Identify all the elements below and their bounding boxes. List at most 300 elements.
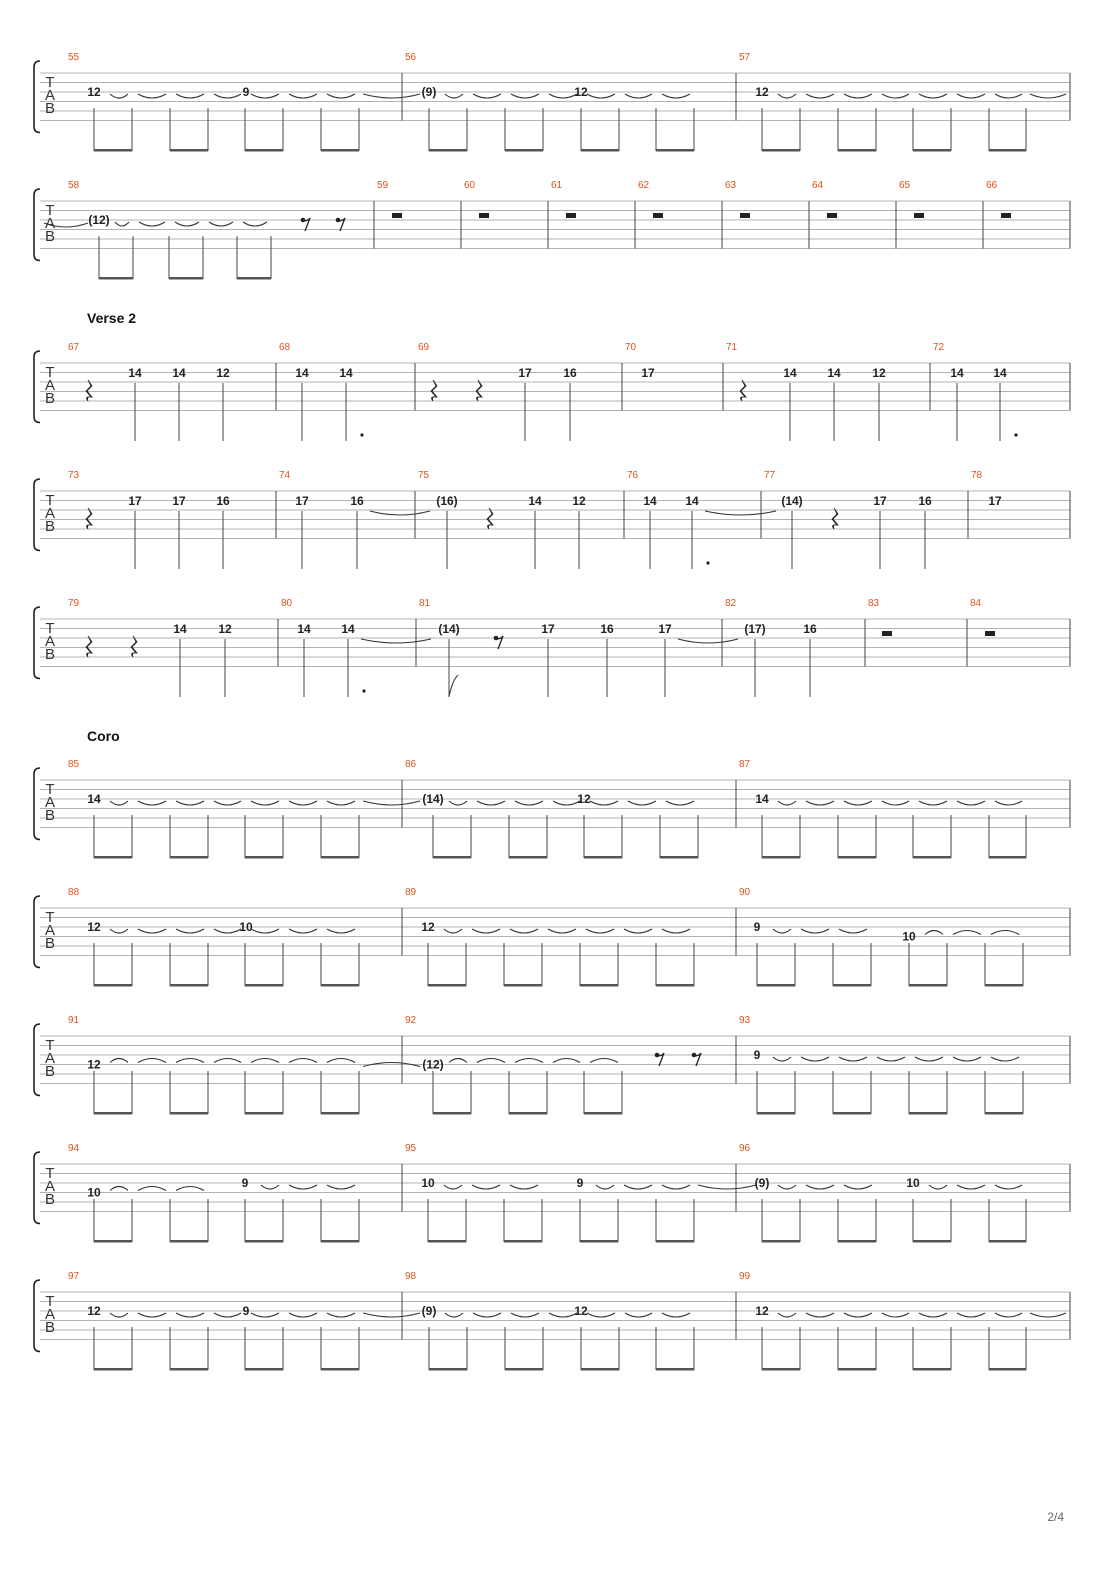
tie [953,1057,981,1061]
tie [1030,94,1066,98]
fret-number: 17 [541,622,555,636]
beam [170,1112,208,1115]
whole-rest [882,631,892,636]
tab-clef-letter: A [44,377,56,394]
tie [214,94,241,98]
fret-number: 14 [783,366,797,380]
system-bracket [34,189,40,261]
fret-number: (14) [438,622,460,636]
beam [581,149,619,152]
fret-number: 10 [87,1185,101,1200]
beam [757,1112,795,1115]
beam [833,1112,871,1115]
beam [580,984,618,987]
tie [705,511,776,515]
beam [170,1240,208,1243]
tie [662,929,690,933]
tie [115,222,129,226]
tie [662,94,690,98]
tie [839,929,867,933]
tie [110,1313,128,1317]
tie [844,94,872,98]
measure-number: 83 [868,598,880,609]
beam [94,856,132,859]
whole-rest [740,213,750,218]
beam [584,856,622,859]
tab-clef-letter: B [44,935,56,952]
quarter-rest [431,380,437,401]
tie [289,1313,317,1317]
tie [449,1059,467,1063]
tie [844,1185,872,1189]
system-bracket [34,479,40,551]
tab-clef-letter: T [45,74,55,91]
fret-number: (16) [436,494,458,508]
fret-number: 9 [241,1176,249,1190]
fret-number: (9) [754,1176,770,1190]
tie [778,801,796,805]
measure-number: 69 [418,342,430,353]
fret-number: 17 [873,494,887,508]
fret-number: 12 [755,1304,769,1318]
tie [138,1313,166,1317]
tie [477,1059,505,1063]
measure-number: 86 [405,759,417,770]
fret-number: 10 [902,929,916,944]
tie [243,222,267,226]
tie [361,639,431,643]
tab-clef-letter: T [45,364,55,381]
tie [625,94,652,98]
beam [985,1112,1023,1115]
measure-number: 72 [933,342,945,353]
tie [590,1059,618,1063]
tie [844,801,872,805]
beam [580,1240,618,1243]
tie [176,94,204,98]
tie [624,929,652,933]
beam [429,1368,467,1371]
tie [139,222,165,226]
measure-number: 92 [405,1015,417,1026]
measure-number: 97 [68,1271,80,1282]
beam [656,1240,694,1243]
fret-number: 9 [576,1176,584,1190]
beam [985,984,1023,987]
measure-number: 65 [899,180,911,191]
tie [929,1185,947,1189]
measure-number: 81 [419,598,431,609]
tie [957,1313,985,1317]
fret-number: 9 [753,920,761,934]
tab-clef-letter: A [44,1050,56,1067]
fret-number: (9) [421,85,437,99]
fret-number: 10 [239,920,253,934]
beam [762,1240,800,1243]
tab-clef-letter: B [44,518,56,535]
tab-clef-letter: B [44,1063,56,1080]
tie [553,801,580,805]
tab-clef-letter: A [44,1306,56,1323]
whole-rest [479,213,489,218]
dot [1014,433,1017,436]
fret-number: 12 [574,85,588,99]
tab-clef-letter: T [45,1165,55,1182]
fret-number: 12 [755,85,769,99]
tie [327,801,355,805]
tie [806,94,834,98]
beam [762,149,800,152]
tie [586,929,614,933]
fret-number: (14) [422,792,444,806]
measure-number: 66 [986,180,998,191]
tie [472,1185,500,1189]
tie [251,801,279,805]
tie [778,94,796,98]
fret-number: 12 [421,920,435,934]
quarter-rest [86,508,92,529]
tie [919,94,947,98]
fret-number: 16 [350,494,364,508]
tie [289,929,317,933]
tie [957,94,985,98]
tab-clef-letter: T [45,620,55,637]
measure-number: 73 [68,470,80,481]
quarter-rest [487,508,493,529]
tie [549,94,577,98]
beam [169,277,203,280]
beam [428,1240,466,1243]
tie [953,931,981,935]
system-bracket [34,351,40,423]
fret-number: 16 [563,366,577,380]
fret-number: 14 [755,792,769,806]
tie [587,94,615,98]
fret-number: 12 [87,85,101,99]
measure-number: 90 [739,887,751,898]
fret-number: 17 [641,366,655,380]
fret-number: (9) [421,1304,437,1318]
tie [473,1313,501,1317]
tie [806,801,834,805]
system-bracket [34,1280,40,1352]
tie [991,1057,1019,1061]
tie [289,1185,317,1189]
tie [515,1059,543,1063]
tie [251,1059,279,1063]
tie [327,94,355,98]
tie [991,931,1019,935]
beam [170,149,208,152]
tab-clef-letter: T [45,909,55,926]
dot [362,689,365,692]
fret-number: 12 [87,920,101,934]
beam [762,1368,800,1371]
measure-number: 75 [418,470,430,481]
system-bracket [34,61,40,133]
fret-number: 16 [803,622,817,636]
system-bracket [34,1152,40,1224]
eighth-rest [303,218,310,231]
measure-number: 71 [726,342,738,353]
tie [590,801,618,805]
measure-number: 80 [281,598,293,609]
tie [778,1313,796,1317]
tie [110,801,128,805]
beam [505,1368,543,1371]
tie [510,929,538,933]
tab-clef-letter: A [44,794,56,811]
tab-clef-letter: B [44,807,56,824]
beam [94,1240,132,1243]
fret-number: 14 [128,366,142,380]
beam [989,149,1026,152]
fret-number: 14 [827,366,841,380]
measure-number: 70 [625,342,637,353]
tie [214,801,241,805]
tie [844,1313,872,1317]
tie [773,929,791,933]
tab-clef-letter: T [45,781,55,798]
tie [176,1187,204,1191]
tie [919,801,947,805]
tie [515,801,543,805]
beam [909,1112,947,1115]
fret-number: 17 [172,494,186,508]
tie [553,1059,580,1063]
tie [175,222,199,226]
measure-number: 56 [405,52,417,63]
tie [625,1313,652,1317]
tab-system [34,342,1070,441]
tie [445,1313,463,1317]
tab-system [34,887,1070,987]
measure-number: 99 [739,1271,751,1282]
tab-system [34,1143,1070,1243]
tie [444,929,462,933]
tab-system [34,1015,1070,1115]
beam [321,1112,359,1115]
tie [472,929,500,933]
eighth-rest [338,218,345,231]
tab-system [34,598,1070,697]
fret-number: 17 [988,494,1002,508]
tie [363,1313,420,1317]
tie [370,511,430,515]
measure-number: 94 [68,1143,80,1154]
measure-number: 57 [739,52,751,63]
tie [445,94,463,98]
tie [919,1313,947,1317]
fret-number: 14 [685,494,699,508]
measure-number: 74 [279,470,291,481]
beam [581,1368,619,1371]
tie [662,1313,690,1317]
tie [548,929,576,933]
tab-clef-letter: B [44,1319,56,1336]
beam [433,1112,471,1115]
tie [138,94,166,98]
tie [882,1313,909,1317]
fret-number: 14 [341,622,355,636]
tie [511,1313,539,1317]
beam [913,1368,951,1371]
beam [660,856,698,859]
fret-number: 14 [528,494,542,508]
tab-clef-letter: A [44,1178,56,1195]
tie [510,1185,538,1189]
tab-clef-letter: B [44,228,56,245]
tab-system [34,52,1070,152]
tie [251,94,279,98]
measure-number: 63 [725,180,737,191]
beam [656,984,694,987]
tie [251,929,279,933]
whole-rest [914,213,924,218]
tie [882,801,909,805]
beam [989,1240,1026,1243]
tie [698,1185,756,1189]
system-bracket [34,1024,40,1096]
beam [656,149,694,152]
tie [176,929,204,933]
beam [838,1240,876,1243]
beam [838,149,876,152]
tie [801,1057,829,1061]
fret-number: 12 [87,1057,101,1072]
measure-number: 84 [970,598,982,609]
section-label-chorus: Coro [87,728,120,744]
tie [877,1057,905,1061]
tie [957,1185,985,1189]
measure-number: 87 [739,759,751,770]
tie [444,1185,462,1189]
eighth-rest [496,636,503,649]
tie [839,1057,867,1061]
tie [214,1059,241,1063]
note-flag [449,675,458,697]
tie [289,94,317,98]
tie [251,1313,279,1317]
fret-number: (14) [781,494,803,508]
tie [925,931,943,935]
tie [628,801,656,805]
tie [138,1187,166,1191]
measure-number: 61 [551,180,563,191]
tie [363,94,420,98]
tie [327,1059,355,1063]
tab-clef-letter: A [44,87,56,104]
whole-rest [653,213,663,218]
fret-number: 14 [172,366,186,380]
beam [429,149,467,152]
fret-number: 9 [242,85,250,99]
measure-number: 88 [68,887,80,898]
tie [261,1185,279,1189]
dot [706,561,709,564]
whole-rest [827,213,837,218]
measure-number: 64 [812,180,824,191]
tie [214,929,241,933]
beam [989,1368,1026,1371]
beam [94,1112,132,1115]
tie [110,94,128,98]
fret-number: 16 [216,494,230,508]
tie [363,801,420,805]
tie [662,1185,690,1189]
beam [245,1112,283,1115]
measure-number: 91 [68,1015,80,1026]
beam [913,856,951,859]
tie [176,1059,204,1063]
beam [321,1240,359,1243]
quarter-rest [131,636,137,657]
beam [433,856,471,859]
fret-number: 12 [872,366,886,380]
tab-clef-letter: A [44,633,56,650]
tie [995,801,1022,805]
measure-number: 58 [68,180,80,191]
fret-number: 17 [658,622,672,636]
quarter-rest [86,636,92,657]
fret-number: 9 [242,1304,250,1318]
tie [327,1185,355,1189]
tab-system [34,470,1070,569]
measure-number: 68 [279,342,291,353]
beam [321,1368,359,1371]
beam [838,856,876,859]
beam [909,984,947,987]
fret-number: 12 [577,792,591,806]
tab-clef-letter: B [44,646,56,663]
fret-number: (12) [88,213,110,227]
beam [237,277,271,280]
system-bracket [34,768,40,840]
beam [833,984,871,987]
beam [170,1368,208,1371]
tie [806,1313,834,1317]
measure-number: 96 [739,1143,751,1154]
section-label-verse: Verse 2 [87,310,137,326]
tab-clef-letter: T [45,492,55,509]
beam [94,1368,132,1371]
tie [327,929,355,933]
fret-number: 14 [295,366,309,380]
fret-number: 12 [87,1304,101,1318]
quarter-rest [86,380,92,401]
tie [624,1185,652,1189]
measure-number: 79 [68,598,80,609]
beam [99,277,133,280]
fret-number: (12) [422,1057,444,1072]
fret-number: 17 [128,494,142,508]
measure-number: 85 [68,759,80,770]
fret-number: 16 [918,494,932,508]
tie [806,1185,834,1189]
tie [549,1313,577,1317]
tie [915,1057,943,1061]
fret-number: 14 [643,494,657,508]
beam [757,984,795,987]
beam [245,149,283,152]
fret-number: 14 [297,622,311,636]
beam [913,1240,951,1243]
measure-number: 76 [627,470,639,481]
tie [882,94,909,98]
fret-number: 10 [906,1176,920,1190]
tie [957,801,985,805]
measure-number: 77 [764,470,776,481]
